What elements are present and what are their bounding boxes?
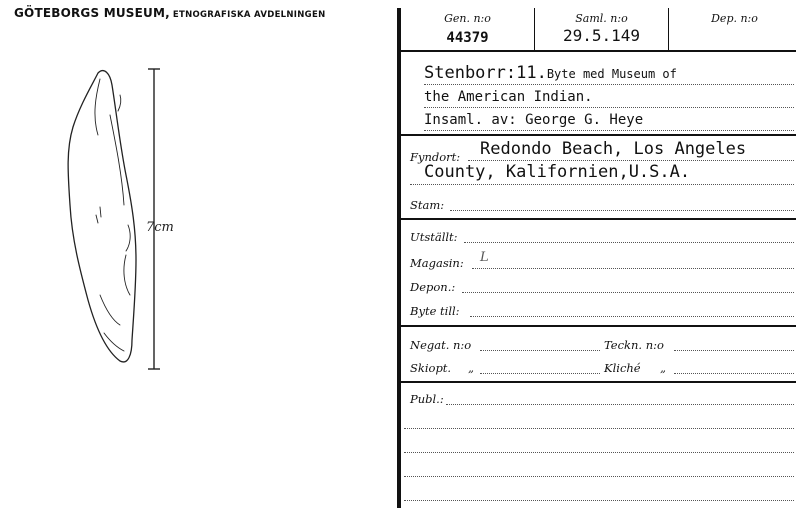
gen-label: Gen. n:o	[444, 12, 491, 25]
top-row-rule	[400, 50, 796, 52]
description-line-1	[424, 64, 677, 83]
kliche-ditto: „	[660, 361, 666, 375]
publ-label: Publ.:	[410, 392, 444, 406]
magasin-label: Magasin:	[410, 256, 464, 270]
utstallt-label: Utställt:	[410, 230, 458, 244]
saml-label: Saml. n:o	[575, 12, 628, 25]
negat-label: Negat. n:o	[410, 338, 472, 352]
stam-label: Stam:	[410, 198, 445, 212]
description-line-2: the American Indian.	[424, 89, 593, 105]
department-name: ETNOGRAFISKA AVDELNINGEN	[172, 10, 326, 20]
fyndort-label: Fyndort:	[410, 150, 461, 164]
card-divider	[397, 8, 401, 508]
artifact-outline	[68, 71, 136, 362]
kliche-label: Kliché	[604, 361, 641, 375]
skiopt-ditto: „	[468, 361, 474, 375]
artifact-drawing	[40, 55, 240, 385]
exchange-note: Byte med Museum of	[546, 67, 677, 81]
museum-header	[14, 6, 325, 20]
saml-value: 29.5.149	[562, 26, 641, 45]
museum-name: GÖTEBORGS MUSEUM,	[14, 6, 170, 20]
fyndort-line-2: County, Kalifornien,U.S.A.	[424, 162, 691, 182]
depon-label: Depon.:	[410, 280, 456, 294]
teckn-label: Teckn. n:o	[604, 338, 664, 352]
collector-line: Insaml. av: George G. Heye	[424, 112, 644, 128]
byte-till-label: Byte till:	[410, 304, 460, 318]
scale-label: 7cm	[146, 220, 174, 235]
object-name: Stenborr:11.	[424, 63, 547, 83]
scale-bar	[148, 69, 160, 369]
magasin-value: L	[480, 250, 489, 265]
dep-label: Dep. n:o	[711, 12, 758, 25]
gen-value: 44379	[446, 30, 489, 46]
skiopt-label: Skiopt.	[410, 361, 452, 375]
fyndort-line-1: Redondo Beach, Los Angeles	[480, 139, 747, 159]
